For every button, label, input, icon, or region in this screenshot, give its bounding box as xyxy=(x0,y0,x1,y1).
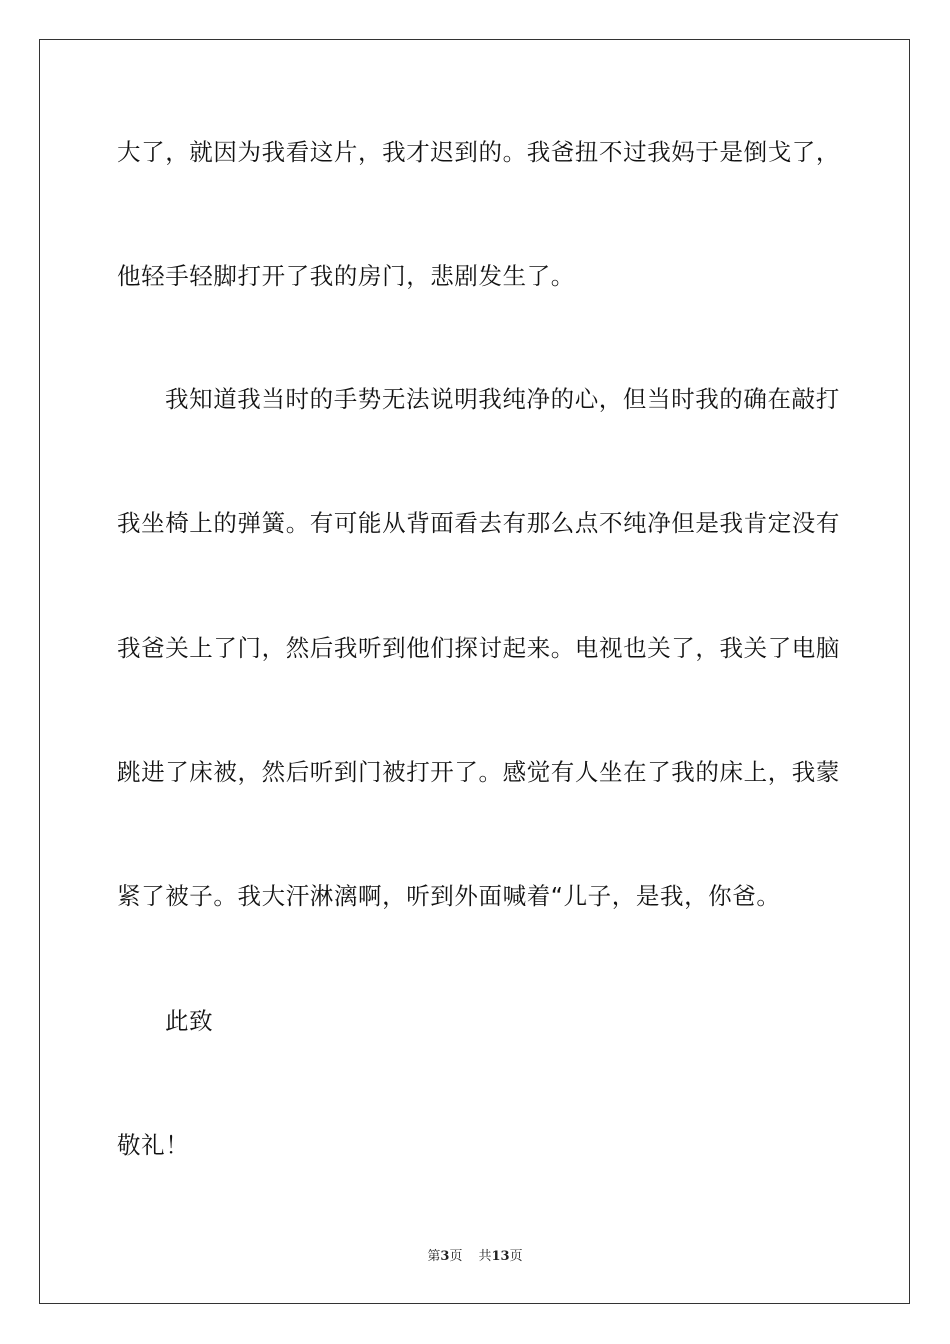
footer-page-number: 3 xyxy=(440,1249,450,1264)
footer-total-suffix: 页 xyxy=(509,1249,523,1264)
closing-regards: 敬礼！ xyxy=(117,1131,190,1159)
body-line-3: 我知道我当时的手势无法说明我纯净的心，但当时我的确在敲打 xyxy=(165,385,840,413)
footer-total-pages: 13 xyxy=(491,1249,510,1264)
footer-page-prefix: 第 xyxy=(427,1249,441,1264)
page-footer xyxy=(0,1248,950,1266)
body-line-5: 我爸关上了门，然后我听到他们探讨起来。电视也关了，我关了电脑 xyxy=(117,634,840,662)
footer-page-suffix: 页 xyxy=(449,1249,463,1264)
body-line-2: 他轻手轻脚打开了我的房门，悲剧发生了。 xyxy=(117,262,575,290)
body-line-7: 紧了被子。我大汗淋漓啊，听到外面喊着“儿子，是我，你爸。 xyxy=(117,882,781,910)
body-line-1: 大了，就因为我看这片，我才迟到的。我爸扭不过我妈于是倒戈了， xyxy=(117,138,840,166)
footer-total-prefix: 共 xyxy=(478,1249,492,1264)
closing-salutation: 此致 xyxy=(165,1007,214,1035)
page-border xyxy=(39,39,910,1304)
body-line-6: 跳进了床被，然后听到门被打开了。感觉有人坐在了我的床上，我蒙 xyxy=(117,758,840,786)
body-line-4: 我坐椅上的弹簧。有可能从背面看去有那么点不纯净但是我肯定没有 xyxy=(117,509,840,537)
